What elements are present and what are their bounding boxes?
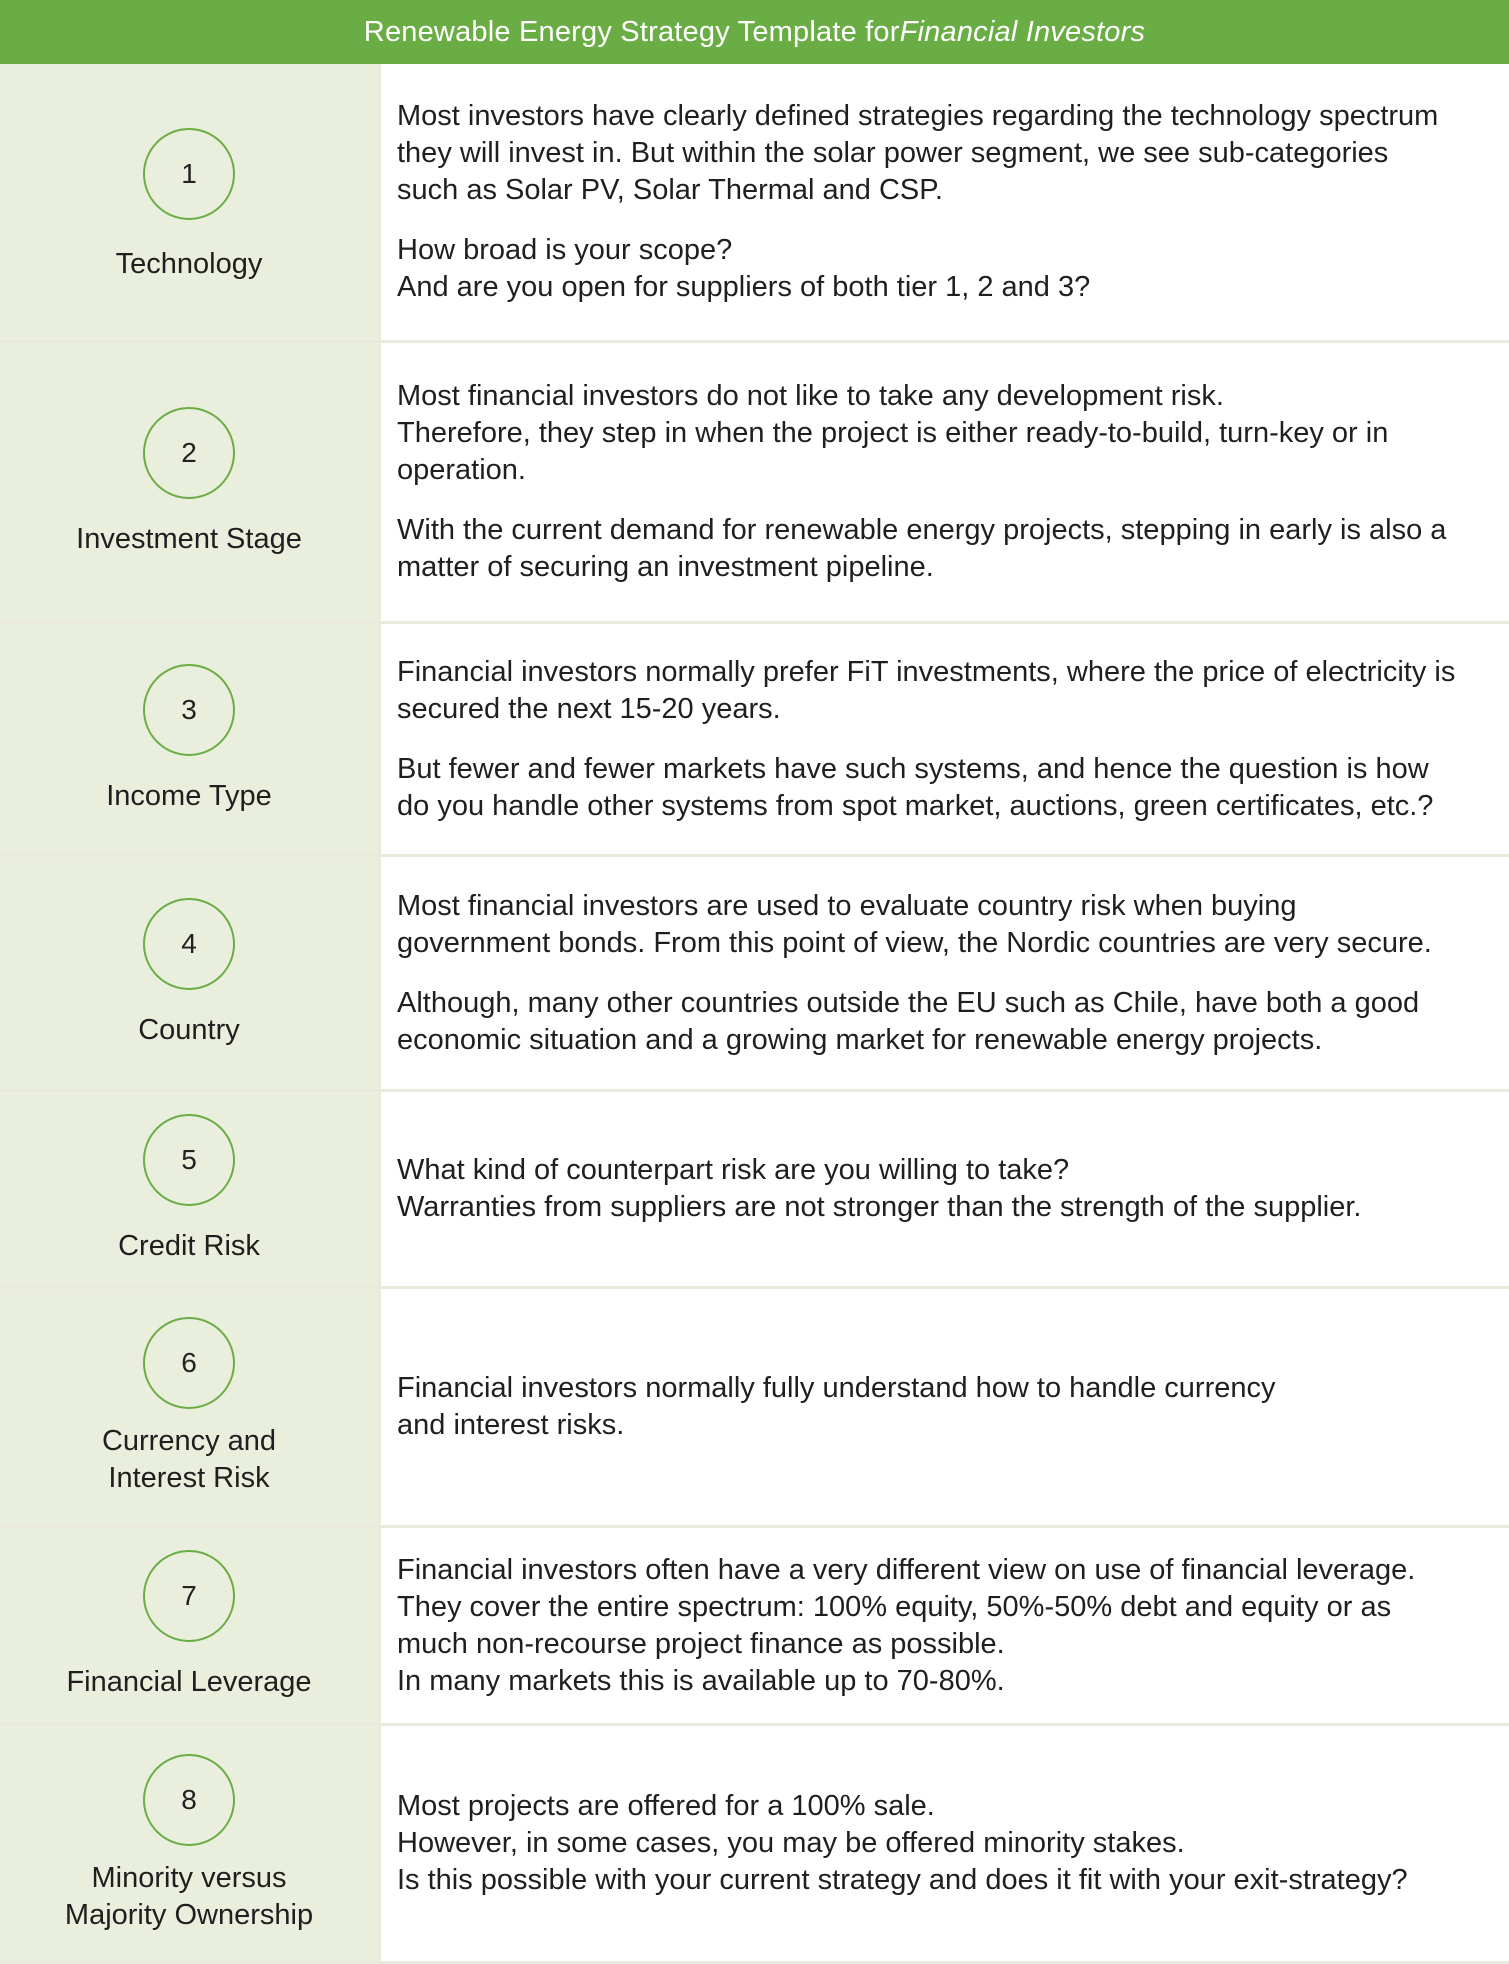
description-paragraph: But fewer and fewer markets have such systems, and hence the question is how do you handle other systems from spot market, auctions, green certificates, etc.? [397, 752, 1434, 822]
row-description [378, 343, 1509, 621]
strategy-table [0, 64, 1509, 1964]
description-paragraph: Most projects are offered for a 100% sale. However, in some cases, you may be offered minority stakes. Is this possible with your current strategy and does it fit with your exit-strategy? [397, 1790, 1408, 1896]
description-paragraph: With the current demand for renewable energy projects, stepping in early is also a matter of securing an investment pipeline. [397, 514, 1447, 583]
description-paragraph: Financial investors normally fully understand how to handle currency and interest risks. [397, 1372, 1276, 1441]
description-paragraph: Although, many other countries outside the EU such as Chile, have both a good economic situation and a growing market for renewable energy projects. [397, 986, 1420, 1056]
row-label-cell [0, 1726, 378, 1961]
table-row-currency-interest-risk [0, 1289, 1509, 1528]
step-number-badge: 3 [143, 664, 235, 756]
row-label: Technology [115, 247, 263, 280]
step-number-badge: 7 [143, 1550, 235, 1642]
step-number-badge: 4 [143, 898, 235, 990]
row-label-cell [0, 1528, 378, 1723]
row-description [378, 1528, 1509, 1723]
description-paragraph: Most financial investors are used to evaluate country risk when buying government bonds. From this point of view, the Nordic countries are very secure. [397, 889, 1432, 959]
row-label: Credit Risk [118, 1229, 260, 1262]
table-row-financial-leverage [0, 1528, 1509, 1726]
row-label: Investment Stage [76, 522, 302, 555]
title-main: Renewable Energy Strategy Template for [363, 15, 900, 48]
row-description [378, 1289, 1509, 1525]
description-paragraph: What kind of counterpart risk are you willing to take? Warranties from suppliers are not stronger than the strength of the supplier. [397, 1154, 1362, 1223]
title-emphasis: Financial Investors [899, 15, 1146, 48]
description-paragraph: How broad is your scope? And are you open for suppliers of both tier 1, 2 and 3? [397, 234, 1091, 303]
step-number-badge: 5 [143, 1114, 235, 1206]
description-paragraph: Financial investors often have a very different view on use of financial leverage. They cover the entire spectrum: 100% equity, 50%-50% debt and equity or as much non-recourse project finance as possible. In many markets this is available up to 70-80%. [397, 1553, 1416, 1697]
table-row-investment-stage [0, 343, 1509, 624]
step-number-badge: 6 [143, 1317, 235, 1409]
step-number-badge: 8 [143, 1754, 235, 1846]
row-label: Currency and Interest Risk [101, 1425, 277, 1494]
row-description [378, 64, 1509, 340]
row-label: Country [138, 1013, 240, 1046]
row-label: Income Type [106, 779, 272, 812]
row-description [378, 624, 1509, 854]
row-label: Minority versus Majority Ownership [64, 1861, 314, 1931]
description-paragraph: Financial investors normally prefer FiT investments, where the price of electricity is secured the next 15-20 years. [397, 655, 1456, 725]
description-paragraph: Most financial investors do not like to take any development risk. Therefore, they step in when the project is either ready-to-build, turn-key or in operation. [397, 380, 1389, 486]
row-label-cell [0, 1289, 378, 1525]
row-label-cell [0, 624, 378, 854]
row-label-cell [0, 857, 378, 1089]
step-number-badge: 1 [143, 128, 235, 220]
row-label-cell [0, 1092, 378, 1286]
row-label-cell [0, 64, 378, 340]
table-row-country [0, 857, 1509, 1092]
description-paragraph: Most investors have clearly defined strategies regarding the technology spectrum they will invest in. But within the solar power segment, we see sub-categories such as Solar PV, Solar Thermal and CSP. [397, 100, 1439, 206]
table-row-income-type [0, 624, 1509, 857]
row-description [378, 1092, 1509, 1286]
table-row-credit-risk [0, 1092, 1509, 1289]
row-description [378, 857, 1509, 1089]
row-label-cell [0, 343, 378, 621]
row-description [378, 1726, 1509, 1961]
table-row-technology [0, 64, 1509, 343]
step-number-badge: 2 [143, 407, 235, 499]
page-title [0, 0, 1509, 64]
row-label: Financial Leverage [66, 1666, 312, 1698]
table-row-ownership [0, 1726, 1509, 1964]
